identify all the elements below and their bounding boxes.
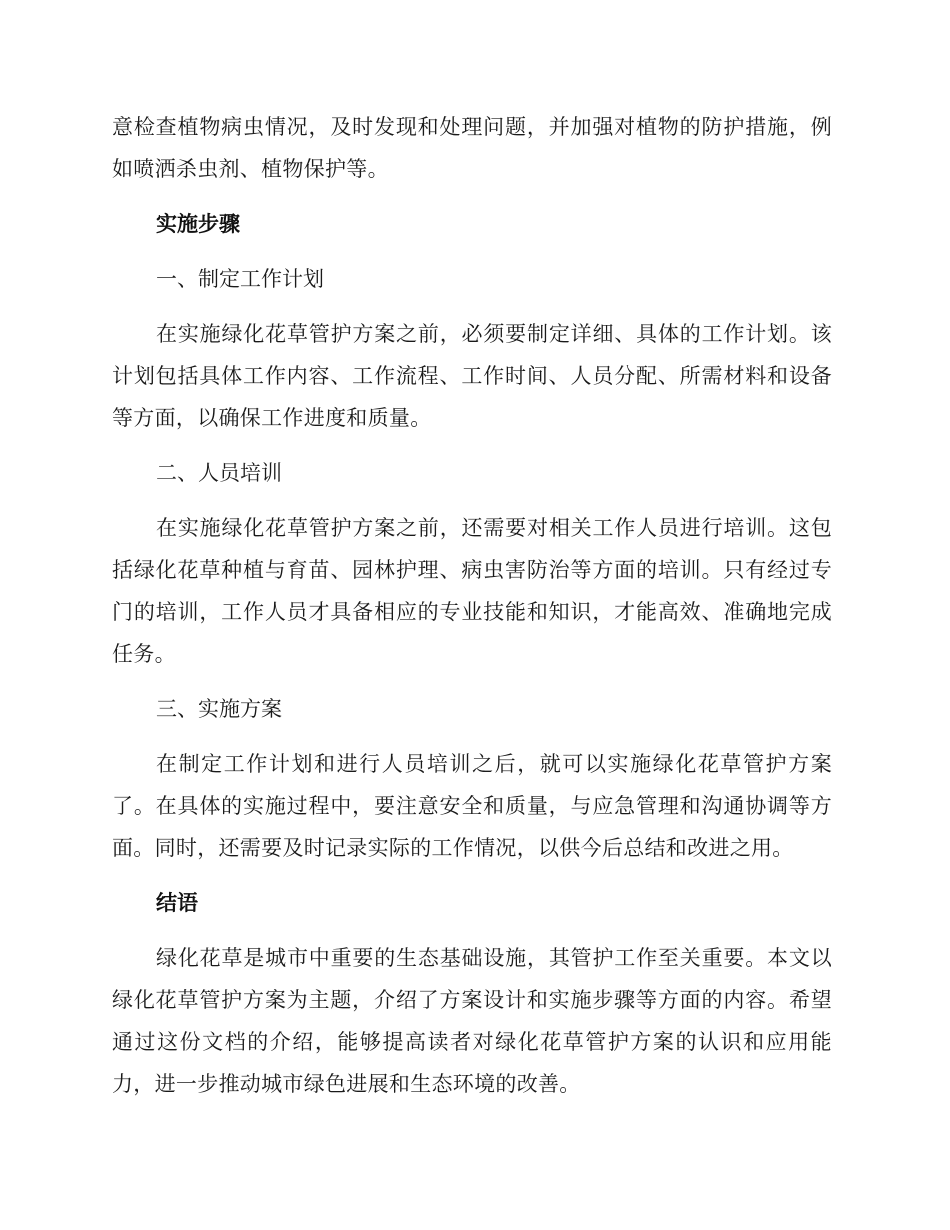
plan-block <box>112 313 832 439</box>
subheading-plan: 一、制定工作计划 <box>156 267 324 291</box>
intro-block <box>112 106 832 190</box>
implementation-paragraph: 在制定工作计划和进行人员培训之后，就可以实施绿化花草管护方案了。在具体的实施过程中，要注意安全和质量，与应急管理和沟通协调等方面。同时，还需要及时记录实际的工作情况，以供今后总结和改进之用。 <box>112 752 832 860</box>
training-block <box>112 507 832 675</box>
plan-paragraph: 在实施绿化花草管护方案之前，必须要制定详细、具体的工作计划。该计划包括具体工作内容、工作流程、工作时间、人员分配、所需材料和设备等方面，以确保工作进度和质量。 <box>112 322 832 430</box>
training-paragraph: 在实施绿化花草管护方案之前，还需要对相关工作人员进行培训。这包括绿化花草种植与育苗、园林护理、病虫害防治等方面的培训。只有经过专门的培训，工作人员才具备相应的专业技能和知识，才能高效、准确地完成任务。 <box>112 516 832 666</box>
implementation-block <box>112 743 832 869</box>
section-heading-conclusion: 结语 <box>156 891 198 915</box>
section-heading-steps: 实施步骤 <box>156 212 240 236</box>
conclusion-block <box>112 937 832 1105</box>
subheading-implementation: 三、实施方案 <box>156 697 282 721</box>
document-body <box>112 106 832 1118</box>
intro-paragraph: 意检查植物病虫情况，及时发现和处理问题，并加强对植物的防护措施，例如喷洒杀虫剂、植物保护等。 <box>112 115 832 181</box>
conclusion-paragraph: 绿化花草是城市中重要的生态基础设施，其管护工作至关重要。本文以绿化花草管护方案为主题，介绍了方案设计和实施步骤等方面的内容。希望通过这份文档的介绍，能够提高读者对绿化花草管护方案的认识和应用能力，进一步推动城市绿色进展和生态环境的改善。 <box>112 946 832 1096</box>
subheading-training: 二、人员培训 <box>156 461 282 485</box>
